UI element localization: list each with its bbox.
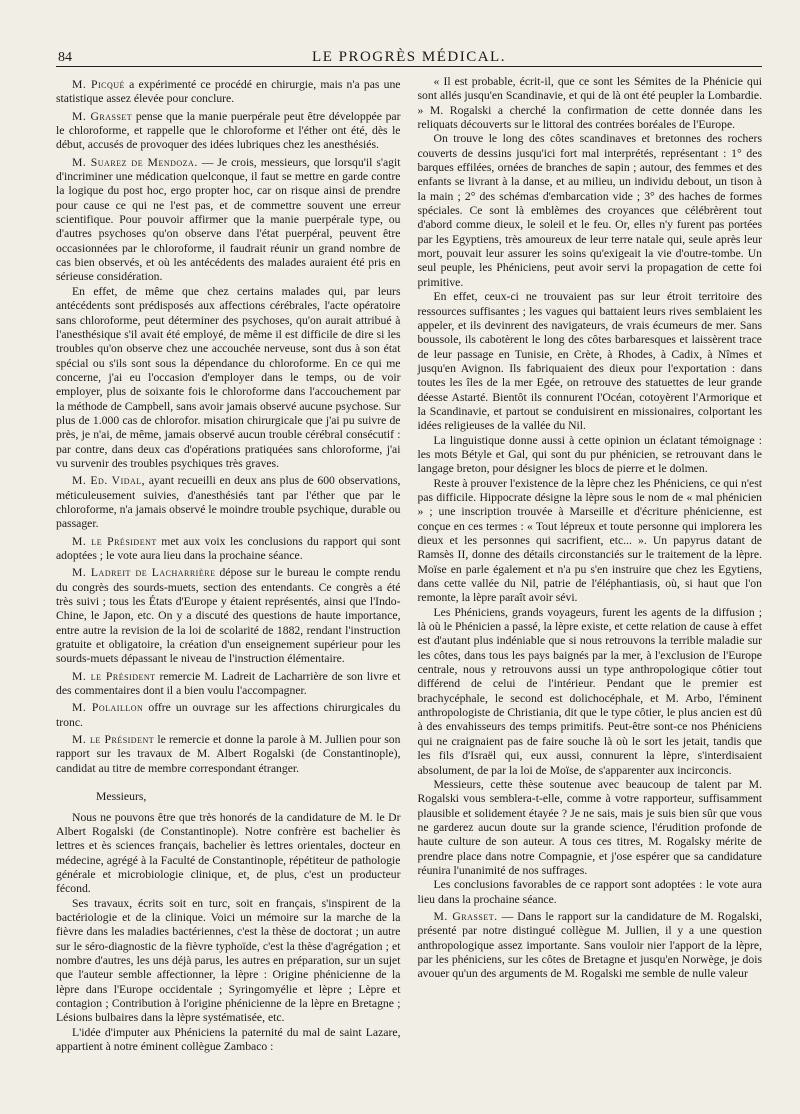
paragraph-text: — Dans le rapport sur la candidature de M. Rogalski, présenté par notre distingué collègue M. Jullien, il y a une question anthropologique assez importante. Sans vouloir nier l'apport de la lèpre, par les phéniciens, sur les côtes de Bretagne et jusqu'en Norwège, je dois avouer qu'un des arguments de M. Rogalski me semble de nulle valeur xyxy=(417,909,762,981)
salutation xyxy=(56,790,401,804)
speaker-paragraph xyxy=(56,566,401,666)
paragraph xyxy=(418,477,763,606)
text-columns xyxy=(56,75,762,1054)
paragraph-text: Ses travaux, écrits soit en turc, soit en français, s'inspirent de la bactériologie et de la clinique. Voici un mémoire sur la marche de la fièvre dans les maladies bactériennes, c'est la thèse de doctorat ; un autre sur le séro-diagnostic de la fièvre typhoïde, c'est la thèse d'agrégation ; et nombre d'autres, les uns déjà parus, les autres en préparation, sur un sujet que l'auteur semble affectionner, la lèpre : Origine phénicienne de la lèpre dans l'Europe occidentale ; Syringomyélie et lèpre ; Lèpre et contagion ; Contribution à l'origine phénicienne de la lèpre en Bretagne ; Lésions bulbaires dans la lèpre systématisée, etc. xyxy=(56,896,401,1025)
paragraph-text: remercie M. Ladreit de Lacharrière de son livre et des commentaires dont il a bien voulu l'accompagner. xyxy=(56,669,401,698)
paragraph-text: le remercie et donne la parole à M. Jullien pour son rapport sur les travaux de M. Albert Rogalski (de Constantinople), candidat au titre de membre correspondant étranger. xyxy=(56,733,401,775)
speaker-paragraph xyxy=(56,156,401,285)
paragraph xyxy=(56,1026,401,1055)
speaker-paragraph xyxy=(56,535,401,564)
speaker-paragraph xyxy=(56,670,401,699)
paragraph-text: met aux voix les conclusions du rapport qui sont adoptées ; le vote aura lieu dans la prochaine séance. xyxy=(56,534,401,562)
speaker-paragraph xyxy=(56,78,401,107)
speaker-name: M. le Président xyxy=(72,534,157,548)
salutation-text: Messieurs, xyxy=(96,790,147,804)
right-column xyxy=(418,75,763,1054)
paragraph xyxy=(418,132,763,290)
paragraph-text: offre un ouvrage sur les affections chirurgicales du tronc. xyxy=(56,701,401,729)
speaker-name: M. Ed. Vidal, xyxy=(72,474,146,488)
speaker-paragraph xyxy=(56,110,401,153)
paragraph-text: pense que la manie puerpérale peut être développée par le chloroforme, et rappelle que le chloroforme et l'éther ont été, dès le début, accusés de provoquer des idées lubriques chez les anesthésiés. xyxy=(56,109,401,152)
header-rule xyxy=(56,66,762,67)
speaker-name: M. Grasset. xyxy=(433,909,498,923)
paragraph-text: « Il est probable, écrit-il, que ce sont les Sémites de la Phénicie qui sont allés jusqu'en Scandinavie, et qui de là ont été peupler la Lombardie. » M. Rogalski a cherché la confirmation de cette donnée dans les reliquats découverts sur le littoral des contrées boréales de l'Europe. xyxy=(417,75,762,132)
paragraph xyxy=(56,811,401,897)
paragraph-text: dépose sur le bureau le compte rendu du congrès des sourds-muets, section des entendants. Ce congrès a été très suivi ; tous les États d'Europe y étaient représentés, ainsi que l'Indo-Chine, le Japon, etc. On y a discuté des questions de haute importance, entre autre la revision de la loi de scolarité de 1882, rendant l'instruction gratuite et obligatoire, la création d'un enseignement supérieur pour les sourds-muets dépassant le niveau de l'instruction élémentaire. xyxy=(56,566,401,666)
paragraph xyxy=(418,75,763,132)
speaker-paragraph xyxy=(418,910,763,982)
speaker-name: M. Suarez de Mendoza. xyxy=(72,155,198,169)
speaker-paragraph xyxy=(56,733,401,776)
left-column xyxy=(56,75,401,1054)
paragraph-text: Les conclusions favorables de ce rapport sont adoptées : le vote aura lieu dans la prochaine séance. xyxy=(417,878,762,906)
paragraph-text: ayant recueilli en deux ans plus de 600 observations, méticuleusement suivies, d'anesthésiés tant par l'éther que par le chloroforme, n'a jamais observé le moindre trouble psychique, durable ou passager. xyxy=(56,474,401,531)
paragraph-text: a expérimenté ce procédé en chirurgie, mais n'a pas une statistique assez élevée pour conclure. xyxy=(56,78,401,106)
paragraph-text: La linguistique donne aussi à cette opinion un éclatant témoignage : les mots Bétyle et Gal, qui sont du pur phénicien, se retrouvant dans le langage breton, pour désigner les blocs de pierre et le dolmen. xyxy=(417,433,762,476)
speaker-name: M. Grasset xyxy=(72,109,133,123)
speaker-paragraph xyxy=(56,474,401,531)
paragraph-text: — Je crois, messieurs, que lorsqu'il s'agit d'incriminer une médication quelconque, il faut se mettre en garde contre la logique du post hoc, ergo propter hoc, car on risque ainsi de prendre pour cause ce qui ne l'est pas, et de commettre souvent une erreur scientifique. Pour pouvoir affirmer que la manie puerpérale type, ou d'autres psychoses qu'on observe dans l'état puerpéral, peuvent être occasionnées par le chloroforme, il faudrait réunir un grand nombre de cas bien observés, et où les antécédents des malades auraient été pris en sérieuse considération. xyxy=(56,155,401,284)
paragraph-text: On trouve le long des côtes scandinaves et bretonnes des rochers couverts de dessins jusqu'ici fort mal interprétés, représentant : 1° des barques effilées, ornées de branches de sapin ; autour, des femmes et des enfants se livrant à la danse, et au milieu, un individu debout, un tison à la main ; 2° des schémas d'embarcation vide ; 3° des haches de formes spéciales. Ce sont là emblèmes des croyances que célébrèrent tout d'abord comme dieux, le soleil et le feu. Or, elles n'y furent pas portées par les Egyptiens, très amoureux de leur terre natale qui, seule après leur mort, pouvait leur assurer les soins qu'exigeait la vie d'outre-tombe. Un seul peuple, les Phéniciens, peut avoir servi la propagation de cette foi primitive. xyxy=(417,132,762,289)
paragraph xyxy=(418,606,763,778)
paragraph-text: En effet, ceux-ci ne trouvaient pas sur leur étroit territoire des ressources suffisantes ; les vagues qui battaient leurs rives semblaient les appeler, et ils devinrent des navigateurs, de vrais écumeurs de mer. Sans boussole, ils cabotèrent le long des côtes barbaresques et laissèrent trace de leur passage en Tunisie, en Crète, à Rhodes, à Cadix, à Nîmes et jusqu'en Avignon. Ils fabriquaient des dieux pour l'exportation : dans toutes les îles de la mer Egée, on retrouve des statuettes de leur grande déesse Astarté. Bientôt ils connurent l'Océan, cotoyèrent l'Armorique et la Scandinavie, et partout se conduisirent en missionaires, colportant les idées religieuses de la vallée du Nil. xyxy=(417,290,762,433)
paragraph xyxy=(418,434,763,477)
paragraph-text: Nous ne pouvons être que très honorés de la candidature de M. le Dr Albert Rogalski (de Constantinople). Notre confrère est bachelier ès lettres et ès sciences français, bachelier ès lettres orientales, docteur en médecine, agrégé à la Faculté de Constantinople, répétiteur de pathologie générale et microbiologie clinique, et, de plus, c'est un producteur fécond. xyxy=(56,810,401,896)
speaker-name: M. le Président xyxy=(72,669,156,683)
paragraph xyxy=(56,285,401,471)
page-number: 84 xyxy=(58,50,72,65)
speaker-name: M. Polaillon xyxy=(72,701,144,715)
paragraph xyxy=(418,290,763,433)
running-header xyxy=(56,0,762,66)
speaker-name: M. le Président xyxy=(72,733,155,747)
speaker-name: M. Picqué xyxy=(72,78,125,91)
paragraph-text: Les Phéniciens, grands voyageurs, furent les agents de la diffusion ; là où le Phénicien a passé, la lèpre existe, et cette relation de cause à effet est d'autant plus indéniable que si nous retrouvons la terrible maladie sur les côtes, dans tous les pays baignés par la mer, à l'exclusion de l'Europe centrale, nous y retrouvons aussi un type anthropologique côtier tout différend de celui de l'intérieur. Pendant que le premier est brachycéphale, le second est dolichocéphale, et M. Arbo, l'éminent anthropologiste de Christiania, dit que le type côtier, le plus ancien est dû à des envahisseurs des temps primitifs. Peut-être sont-ce nos Phéniciens qui ne craignaient pas de faire souche là où le sort les jetait, tandis que les fils d'Israël qui, eux aussi, connurent la lèpre, s'interdisaient absolument, de par la loi de Moïse, de s'apparenter aux incirconcis. xyxy=(417,605,762,777)
paragraph-text: L'idée d'imputer aux Phéniciens la paternité du mal de saint Lazare, appartient à notre éminent collègue Zambaco : xyxy=(56,1025,401,1053)
paragraph xyxy=(418,878,763,907)
speaker-paragraph xyxy=(56,701,401,730)
journal-title: LE PROGRÈS MÉDICAL. xyxy=(312,49,506,65)
paragraph-text: Messieurs, cette thèse soutenue avec beaucoup de talent par M. Rogalski vous semblera-t-elle, comme à votre rapporteur, suffisamment plausible et solidement étayée ? Je ne sais, mais je suis bien sûr que vous ne garderez aucun doute sur la grande science, l'érudition profonde de haute culture de son auteur. A tous ces titres, M. Rogalsky mérite de prendre place dans notre Compagnie, et j'ose espérer que sa candidature réunira l'unanimité de nos suffrages. xyxy=(417,777,762,877)
paragraph-text: En effet, de même que chez certains malades qui, par leurs antécédents sont prédisposés aux affections cérébrales, l'acte opératoire sans chloroforme, peut déterminer des psychoses, qu'on aurait attribué à l'anesthésique s'il avait été employé, de même il est difficile de dire si les troubles qu'on observe chez une accouchée nerveuse, sont dus à son état spécial ou s'ils sont sous la dépendance du chloroforme. En ce qui me concerne, j'ai eu l'occasion d'employer dans le temps, ou de voir employer, plus de soixante fois le chloroforme dans l'accouchement par la méthode de Campbell, sans avoir jamais observé aucune psychose. Sur plus de 1.000 cas de chlorofor. misation chirurgicale que j'ai pu suivre de près, je n'ai, de même, jamais observé aucun trouble cérébral consécutif : par contre, dans deux cas d'opérations pratiquées sans chloroforme, j'ai vu survenir des troubles psychiques très graves. xyxy=(56,284,401,470)
paragraph xyxy=(418,778,763,878)
speaker-name: M. Ladreit de Lacharrière xyxy=(72,566,216,580)
paragraph xyxy=(56,897,401,1026)
paragraph-text: Reste à prouver l'existence de la lèpre chez les Phéniciens, ce qui n'est pas difficile. Hippocrate désigne la lèpre sous le nom de « mal phénicien » ; une inscription trouvée à Marseille et d'écriture phénicienne, est conçue en ces termes : « Tout lépreux et toute personne qui implorera les dieux et les personnes qui sacrifient, etc... ». Un papyrus datant de Ramsès II, donne des détails circonstanciés sur le traitement de la lèpre. Moïse en parle également et n'a pu s'en instruire que chez les Egytiens, dans cette vallée du Nil, patrie de l'éléphantiasis, où, si haut que l'on remonte, la lèpre paraît avoir sévi. xyxy=(417,476,762,605)
